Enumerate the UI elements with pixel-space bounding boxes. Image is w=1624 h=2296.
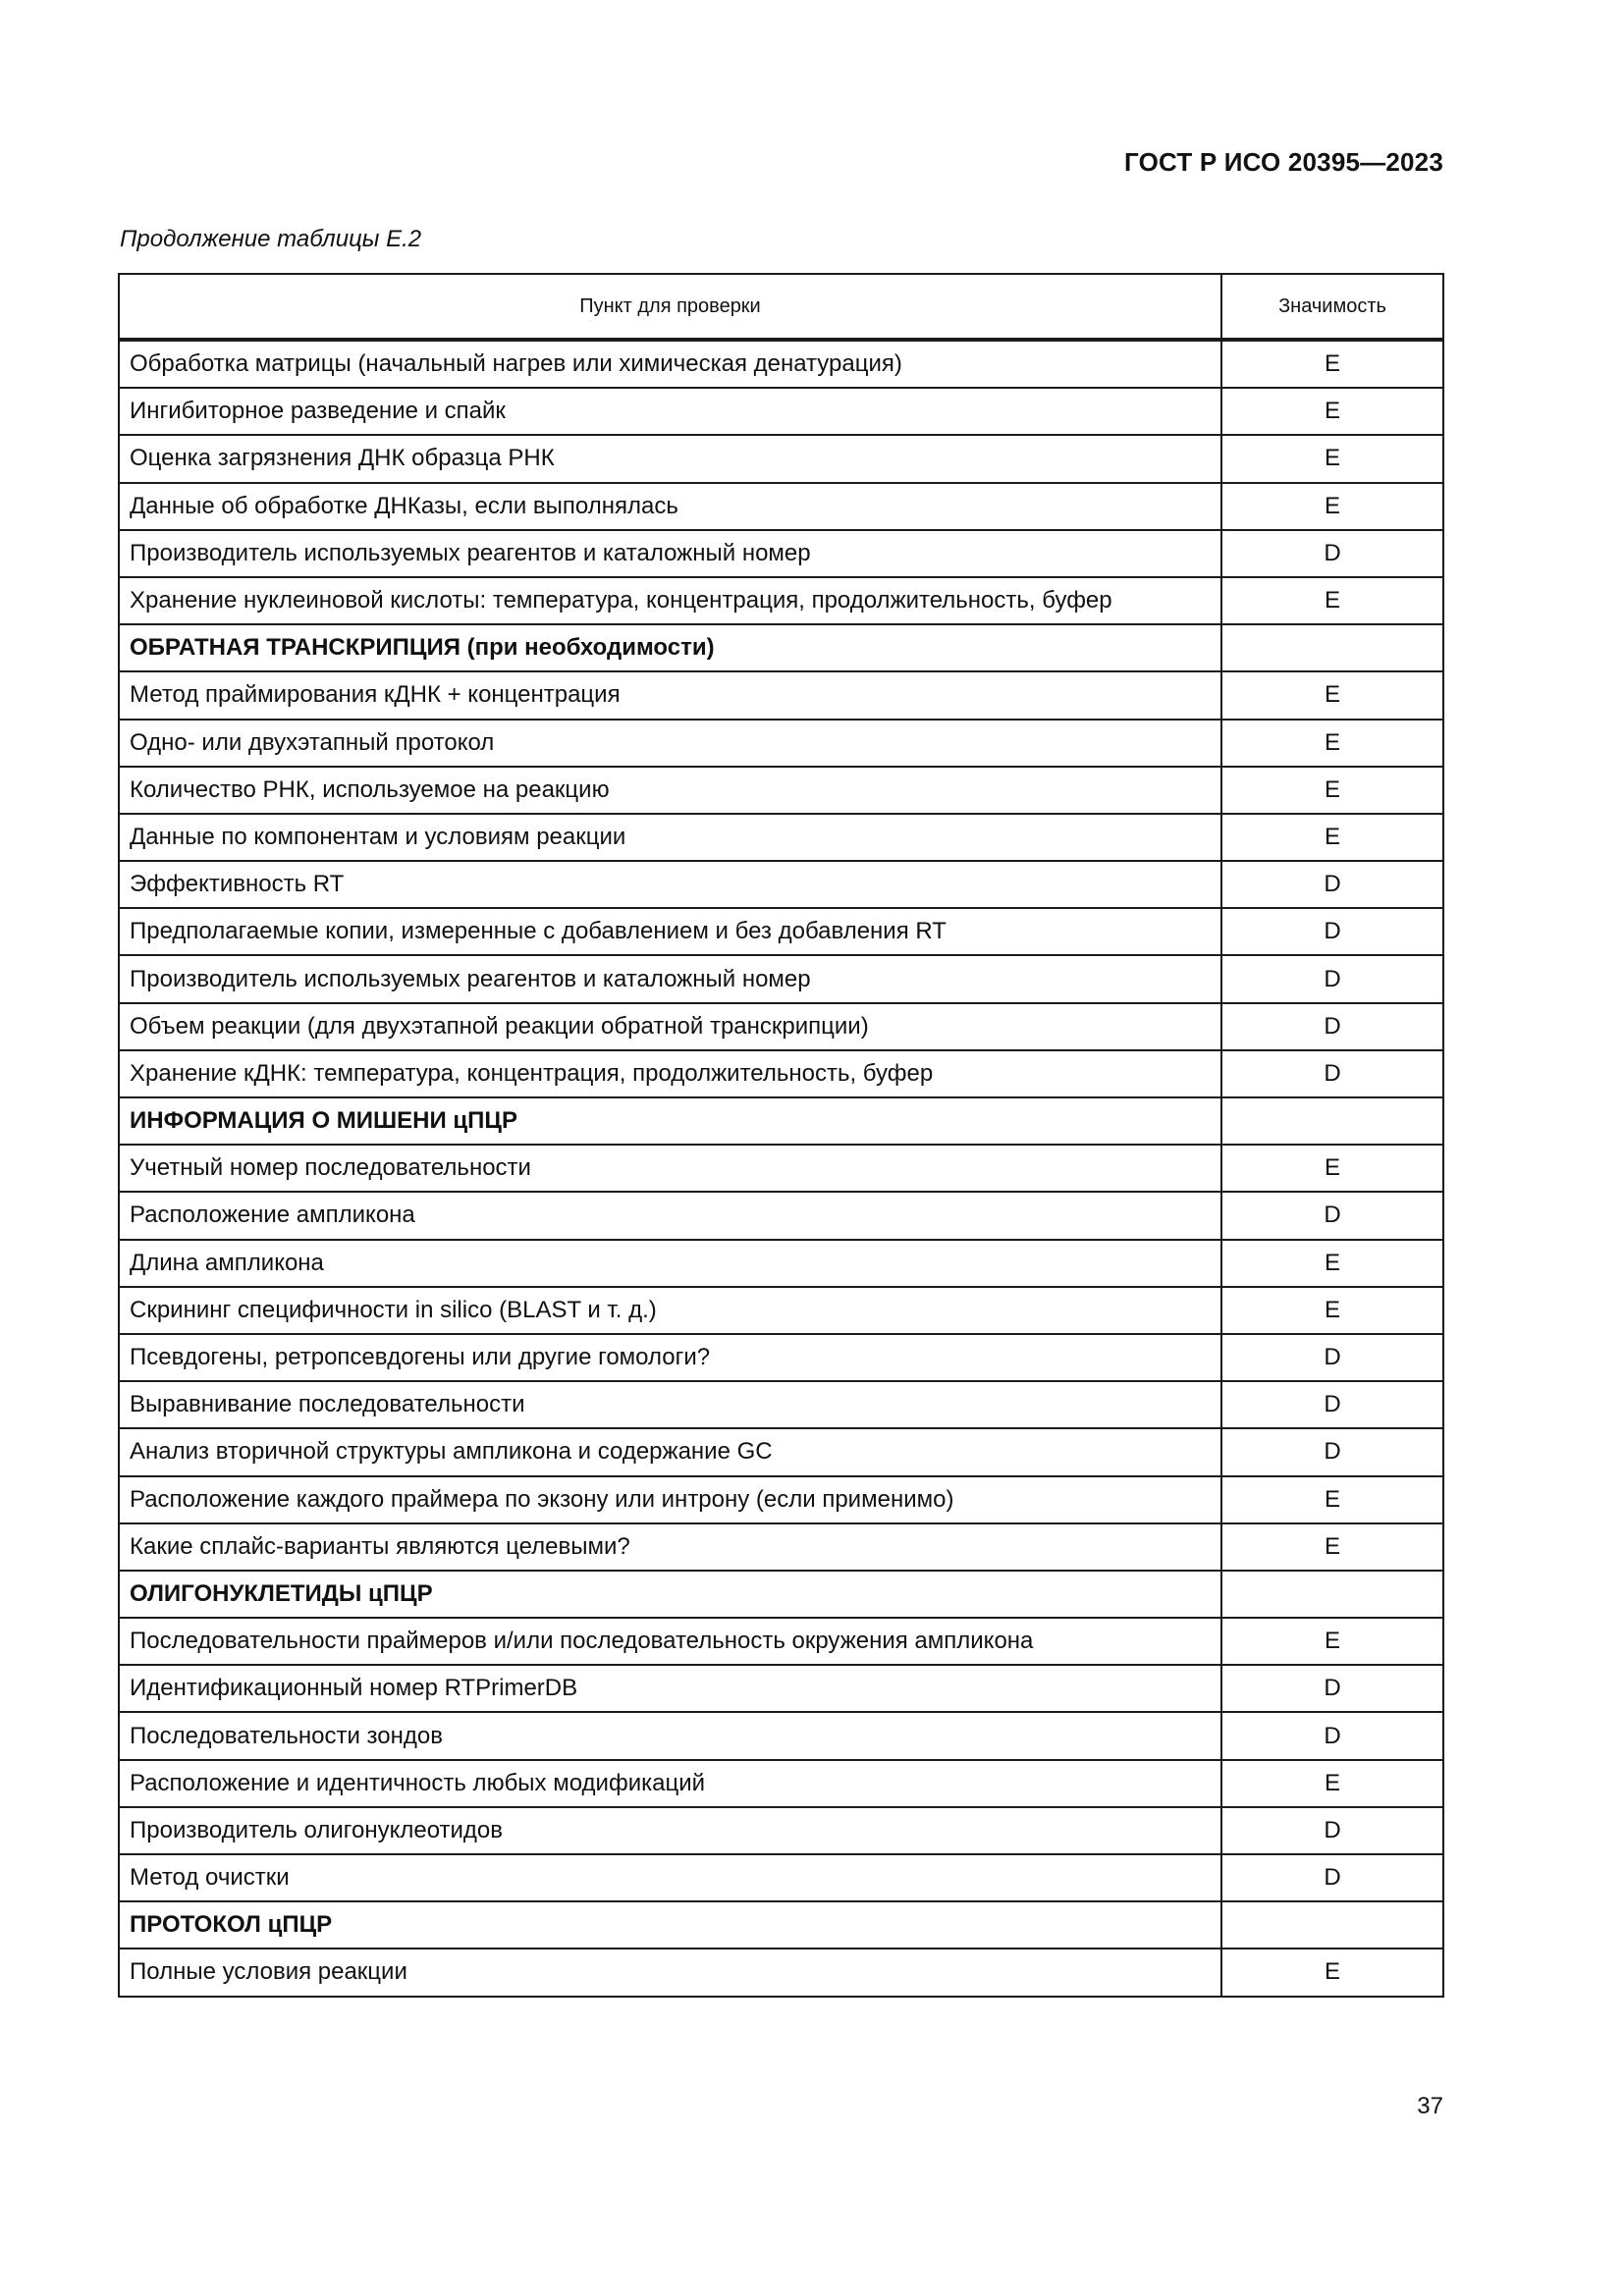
table-row	[119, 1854, 1443, 1901]
significance-cell: D	[1221, 1334, 1443, 1381]
section-header-row	[119, 1901, 1443, 1949]
column-header-item: Пункт для проверки	[119, 274, 1221, 340]
item-cell: Оценка загрязнения ДНК образца РНК	[119, 435, 1221, 482]
table-row	[119, 1618, 1443, 1665]
table-body	[119, 340, 1443, 1997]
item-cell: Производитель олигонуклеотидов	[119, 1807, 1221, 1854]
significance-cell: E	[1221, 435, 1443, 482]
significance-cell	[1221, 624, 1443, 671]
item-cell: Данные по компонентам и условиям реакции	[119, 814, 1221, 861]
table-row	[119, 1050, 1443, 1097]
table-caption: Продолжение таблицы Е.2	[120, 226, 422, 252]
item-cell: Хранение нуклеиновой кислоты: температура, концентрация, продолжительность, буфер	[119, 577, 1221, 624]
significance-cell: D	[1221, 1807, 1443, 1854]
table-row	[119, 340, 1443, 388]
table-row	[119, 671, 1443, 719]
table-row	[119, 1807, 1443, 1854]
significance-cell: E	[1221, 1949, 1443, 1996]
table-row	[119, 435, 1443, 482]
significance-cell: E	[1221, 1476, 1443, 1523]
significance-cell: D	[1221, 1712, 1443, 1759]
table-row	[119, 1476, 1443, 1523]
table-row	[119, 1665, 1443, 1712]
significance-cell: E	[1221, 388, 1443, 435]
table-row	[119, 1712, 1443, 1759]
significance-cell: E	[1221, 577, 1443, 624]
item-cell: Расположение каждого праймера по экзону или интрону (если применимо)	[119, 1476, 1221, 1523]
item-cell: Учетный номер последовательности	[119, 1145, 1221, 1192]
table-row	[119, 1334, 1443, 1381]
item-cell: Расположение и идентичность любых модификаций	[119, 1760, 1221, 1807]
checklist-table	[118, 273, 1444, 1998]
item-cell: Идентификационный номер RTPrimerDB	[119, 1665, 1221, 1712]
table-row	[119, 577, 1443, 624]
significance-cell: E	[1221, 1760, 1443, 1807]
table-row	[119, 388, 1443, 435]
significance-cell: E	[1221, 483, 1443, 530]
section-header-row	[119, 1571, 1443, 1618]
item-cell: Псевдогены, ретропсевдогены или другие гомологи?	[119, 1334, 1221, 1381]
significance-cell: D	[1221, 1003, 1443, 1050]
item-cell: Объем реакции (для двухэтапной реакции обратной транскрипции)	[119, 1003, 1221, 1050]
document-code: ГОСТ Р ИСО 20395—2023	[1123, 147, 1443, 177]
item-cell: Расположение ампликона	[119, 1192, 1221, 1239]
significance-cell: E	[1221, 1145, 1443, 1192]
significance-cell: D	[1221, 1192, 1443, 1239]
significance-cell: D	[1221, 1665, 1443, 1712]
table-row	[119, 1381, 1443, 1428]
item-cell: Последовательности зондов	[119, 1712, 1221, 1759]
item-cell: Обработка матрицы (начальный нагрев или химическая денатурация)	[119, 340, 1221, 388]
table-row	[119, 955, 1443, 1002]
table-row	[119, 1145, 1443, 1192]
significance-cell: E	[1221, 1287, 1443, 1334]
significance-cell: D	[1221, 955, 1443, 1002]
item-cell: Количество РНК, используемое на реакцию	[119, 767, 1221, 814]
item-cell: Последовательности праймеров и/или последовательность окружения ампликона	[119, 1618, 1221, 1665]
significance-cell: E	[1221, 671, 1443, 719]
table-row	[119, 814, 1443, 861]
column-header-significance: Значимость	[1221, 274, 1443, 340]
significance-cell: E	[1221, 1240, 1443, 1287]
significance-cell	[1221, 1571, 1443, 1618]
section-title: ОЛИГОНУКЛЕТИДЫ цПЦР	[119, 1571, 1221, 1618]
section-title: ПРОТОКОЛ цПЦР	[119, 1901, 1221, 1949]
item-cell: Метод праймирования кДНК + концентрация	[119, 671, 1221, 719]
significance-cell: E	[1221, 340, 1443, 388]
significance-cell: E	[1221, 1618, 1443, 1665]
item-cell: Данные об обработке ДНКазы, если выполнялась	[119, 483, 1221, 530]
table-row	[119, 1240, 1443, 1287]
significance-cell: D	[1221, 1428, 1443, 1475]
section-title: ИНФОРМАЦИЯ О МИШЕНИ цПЦР	[119, 1097, 1221, 1145]
table-row	[119, 1949, 1443, 1996]
significance-cell	[1221, 1097, 1443, 1145]
item-cell: Длина ампликона	[119, 1240, 1221, 1287]
significance-cell: E	[1221, 1523, 1443, 1571]
significance-cell: D	[1221, 1381, 1443, 1428]
table-row	[119, 1192, 1443, 1239]
table-row	[119, 1428, 1443, 1475]
significance-cell: D	[1221, 908, 1443, 955]
significance-cell: D	[1221, 1854, 1443, 1901]
table-row	[119, 1287, 1443, 1334]
item-cell: Предполагаемые копии, измеренные с добавлением и без добавления RT	[119, 908, 1221, 955]
page-number: 37	[1417, 2093, 1443, 2119]
item-cell: Ингибиторное разведение и спайк	[119, 388, 1221, 435]
item-cell: Выравнивание последовательности	[119, 1381, 1221, 1428]
item-cell: Полные условия реакции	[119, 1949, 1221, 1996]
table-header-row	[119, 274, 1443, 340]
item-cell: Хранение кДНК: температура, концентрация, продолжительность, буфер	[119, 1050, 1221, 1097]
table-row	[119, 1003, 1443, 1050]
significance-cell	[1221, 1901, 1443, 1949]
significance-cell: D	[1221, 530, 1443, 577]
significance-cell: E	[1221, 814, 1443, 861]
table-row	[119, 720, 1443, 767]
item-cell: Скрининг специфичности in silico (BLAST и т. д.)	[119, 1287, 1221, 1334]
section-title: ОБРАТНАЯ ТРАНСКРИПЦИЯ (при необходимости)	[119, 624, 1221, 671]
significance-cell: E	[1221, 720, 1443, 767]
table-row	[119, 861, 1443, 908]
significance-cell: D	[1221, 1050, 1443, 1097]
table-row	[119, 1523, 1443, 1571]
item-cell: Метод очистки	[119, 1854, 1221, 1901]
item-cell: Одно- или двухэтапный протокол	[119, 720, 1221, 767]
item-cell: Анализ вторичной структуры ампликона и содержание GC	[119, 1428, 1221, 1475]
section-header-row	[119, 624, 1443, 671]
table-row	[119, 1760, 1443, 1807]
table-row	[119, 530, 1443, 577]
significance-cell: D	[1221, 861, 1443, 908]
table-row	[119, 908, 1443, 955]
item-cell: Производитель используемых реагентов и каталожный номер	[119, 530, 1221, 577]
table-row	[119, 767, 1443, 814]
section-header-row	[119, 1097, 1443, 1145]
significance-cell: E	[1221, 767, 1443, 814]
item-cell: Эффективность RT	[119, 861, 1221, 908]
item-cell: Какие сплайс-варианты являются целевыми?	[119, 1523, 1221, 1571]
table-row	[119, 483, 1443, 530]
item-cell: Производитель используемых реагентов и каталожный номер	[119, 955, 1221, 1002]
